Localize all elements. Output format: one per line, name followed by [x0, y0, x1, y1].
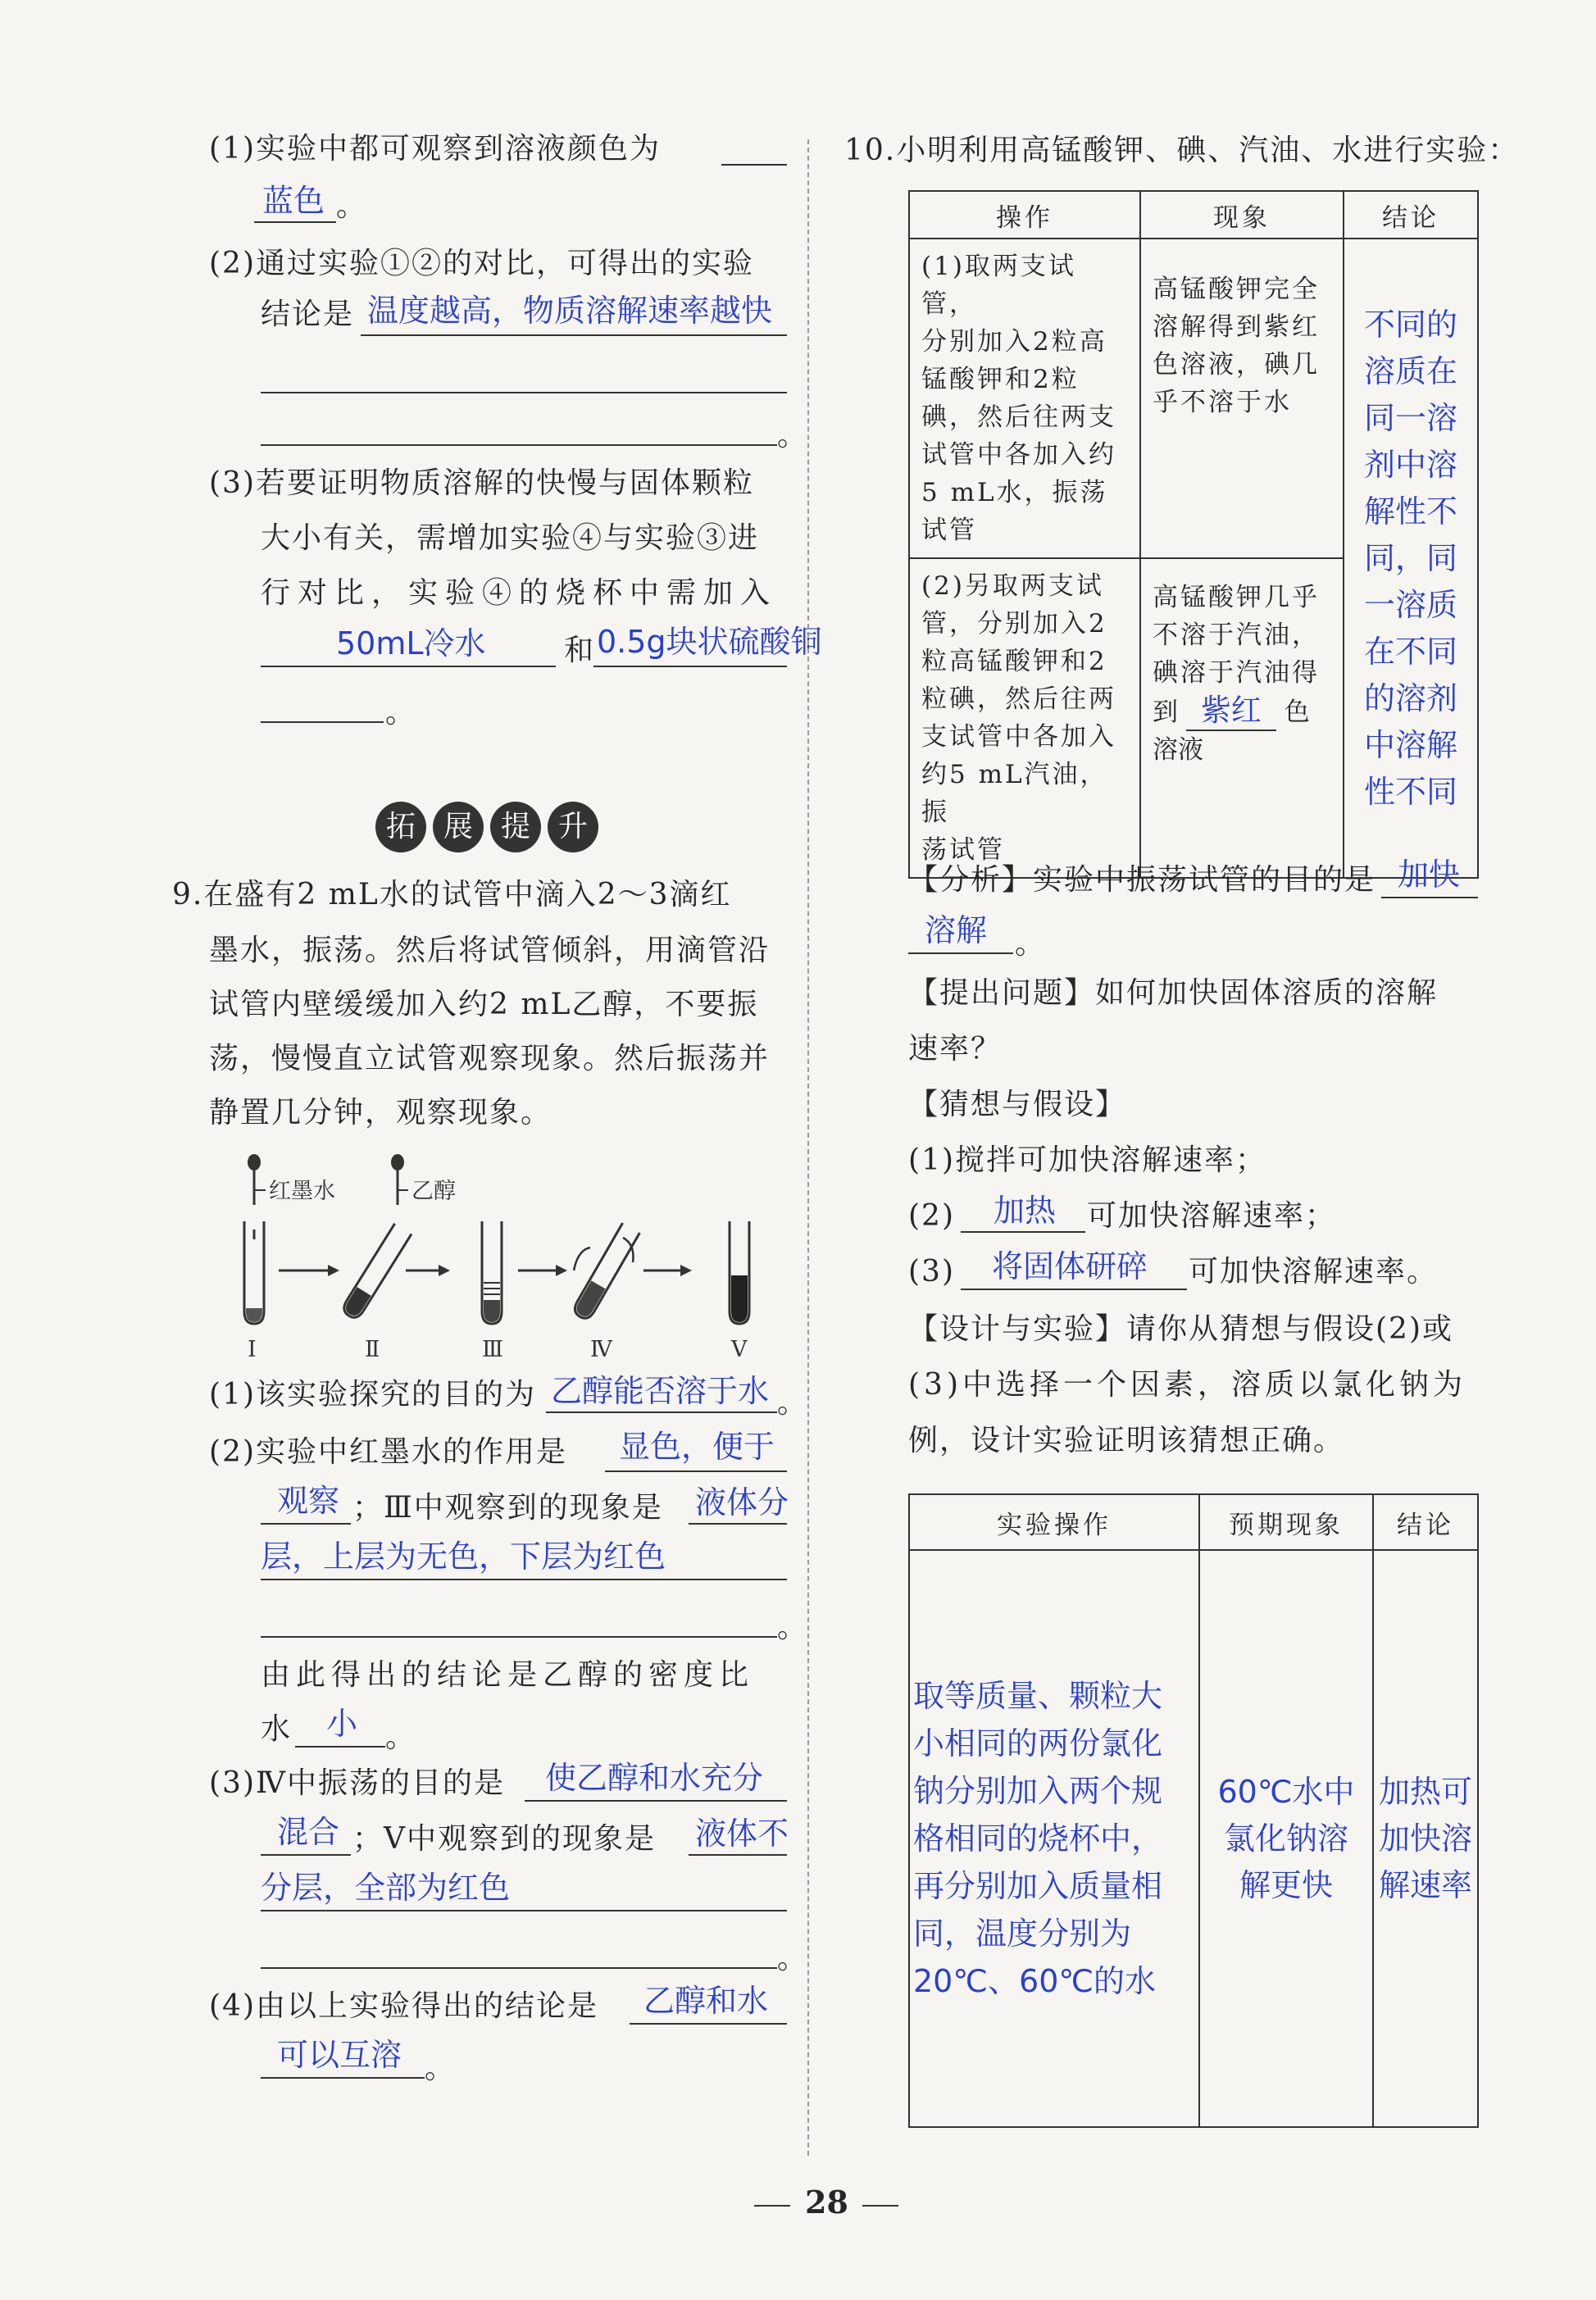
- analysis-label: 【分析】实验中振荡试管的目的是: [908, 863, 1376, 897]
- page-number-dash-left: [754, 2205, 790, 2207]
- tube-1-icon: [244, 1221, 264, 1324]
- table1-header-operation: 操作: [909, 191, 1140, 239]
- tube-2-icon: [340, 1224, 412, 1321]
- tube-3-icon: [482, 1221, 502, 1324]
- dropper-ethanol-icon: [391, 1154, 408, 1205]
- hypothesis-label: 【猜想与假设】: [908, 1088, 1127, 1121]
- hypothesis-3-answer: 将固体研碎: [992, 1248, 1148, 1284]
- q9-intro-line4: 荡，慢慢直立试管观察现象。然后振荡并: [209, 1042, 771, 1075]
- table2-operation: 取等质量、颗粒大 小相同的两份氯化 钠分别加入两个规 格相同的烧杯中， 再分别加入质量相 同，温度分别为 20℃、60℃的水: [913, 1678, 1163, 1999]
- table1-row2-phenomenon-end: 溶液: [1153, 735, 1203, 765]
- q9-part1-end: 。: [777, 1386, 809, 1420]
- column-divider: [807, 139, 809, 2156]
- table1-row1-phenomenon: 高锰酸钾完全 溶解得到紫红 色溶液，碘几 乎不溶于水: [1153, 275, 1320, 417]
- table1-header-phenomenon: 现象: [1140, 191, 1344, 239]
- q9-intro-line2: 墨水，振荡。然后将试管倾斜，用滴管沿: [209, 934, 771, 967]
- q9-part1-text: (1)该实验探究的目的为: [209, 1378, 536, 1411]
- q9-part3-answer1a: 使乙醇和水充分: [545, 1760, 764, 1796]
- q9-intro-line1: 9.在盛有2 mL水的试管中滴入2～3滴红: [172, 878, 732, 911]
- q10-title: 10.小明利用高锰酸钾、碘、汽油、水进行实验：: [844, 134, 1520, 167]
- table1-row2-operation: (2)另取两支试 管，分别加入2 粒高锰酸钾和2 粒碘，然后往两 支试管中各加入 约5 mL汽油，振 荡试管: [921, 571, 1116, 865]
- hypothesis-1: (1)搅拌可加快溶解速率；: [908, 1143, 1266, 1177]
- q9-part3-end: 。: [777, 1942, 809, 1975]
- q9-part3-mid: ；Ⅴ中观察到的现象是: [352, 1822, 656, 1856]
- q10-design-table: [908, 1493, 1479, 2128]
- table1-row2-phenomenon: 高锰酸钾几乎 不溶于汽油， 碘溶于汽油得: [1153, 583, 1320, 688]
- tube-5-icon: [730, 1221, 749, 1324]
- q9-part2-conclusion: 由此得出的结论是乙醇的密度比: [261, 1658, 755, 1692]
- q9-part4-end: 。: [425, 2052, 457, 2085]
- step-3-label: Ⅲ: [482, 1337, 504, 1362]
- analysis-end: 。: [1015, 927, 1047, 961]
- table1-row2-phenomenon-cell: [1140, 558, 1344, 878]
- q9-part2-answer3: 小: [326, 1706, 358, 1742]
- table1-row2-operation-cell: [909, 558, 1140, 878]
- section-badge-4: 升: [548, 802, 598, 852]
- q9-part3-answer2b: 分层，全部为红色: [261, 1870, 511, 1906]
- q9-part4-answer1: 乙醇和水: [643, 1983, 769, 2019]
- test-tube-diagram: [230, 1148, 787, 1369]
- dropper-red-ink-icon: [248, 1154, 266, 1205]
- table2-conclusion: 加热可 加快溶 解速率: [1378, 1773, 1472, 1903]
- q8-part3-text2: 大小有关，需增加实验④与实验③进: [261, 521, 760, 555]
- hypothesis-2-answer: 加热: [994, 1193, 1057, 1229]
- q9-part3-answer1b: 混合: [277, 1814, 340, 1850]
- q9-part2-answer1a: 显色，便于: [619, 1429, 775, 1465]
- q8-part3-text3: 行对比，实验④的烧杯中需加入: [261, 576, 778, 610]
- q8-part2-text2: 结论是: [261, 298, 355, 331]
- q8-part1-end: 。: [336, 189, 368, 223]
- table1-header-conclusion: 结论: [1344, 191, 1478, 239]
- table1-row2-phenomenon-post: 色: [1284, 698, 1310, 727]
- table2-header-operation: 实验操作: [909, 1494, 1199, 1550]
- q10-observation-table: [908, 190, 1479, 879]
- table2-phenomenon: 60℃水中 氯化钠溶 解更快: [1217, 1773, 1355, 1903]
- q9-part2-mid: ；Ⅲ中观察到的现象是: [352, 1491, 663, 1525]
- hypothesis-2-post: 可加快溶解速率；: [1087, 1199, 1337, 1233]
- table2-conclusion-cell: [1373, 1550, 1478, 2127]
- q9-intro-line3: 试管内壁缓缓加入约2 mL乙醇，不要振: [209, 988, 759, 1021]
- q9-part1-answer: 乙醇能否溶于水: [551, 1373, 770, 1409]
- q9-part2-end: 。: [777, 1611, 809, 1644]
- question-line1: 【提出问题】如何加快固体溶质的溶解: [908, 976, 1439, 1010]
- hypothesis-2-pre: (2): [908, 1199, 955, 1233]
- step-4-label: Ⅳ: [590, 1337, 612, 1362]
- hypothesis-3-post: 可加快溶解速率。: [1189, 1255, 1439, 1289]
- q8-part3-answer1: 50mL冷水: [336, 625, 486, 661]
- hypothesis-3-pre: (3): [908, 1255, 955, 1289]
- q9-part4-answer2: 可以互溶: [277, 2037, 402, 2073]
- analysis-answer1: 加快: [1398, 857, 1461, 893]
- table2-header-phenomenon: 预期现象: [1199, 1494, 1373, 1550]
- q9-part2-answer1b: 观察: [277, 1483, 340, 1519]
- table1-row2-phenomenon-pre: 到: [1153, 698, 1178, 727]
- ethanol-label: 乙醇: [412, 1179, 456, 1204]
- table1-row1-operation-cell: [909, 239, 1140, 558]
- q9-part3-text1: (3)Ⅳ中振荡的目的是: [209, 1766, 505, 1800]
- step-2-label: Ⅱ: [365, 1337, 380, 1362]
- design-line1: 【设计与实验】请你从猜想与假设(2)或: [908, 1312, 1453, 1346]
- q8-part3-answer2: 0.5g块状硫酸铜: [597, 624, 822, 660]
- table1-row1-phenomenon-cell: [1140, 239, 1344, 558]
- analysis-answer2: 溶解: [925, 912, 988, 948]
- section-badge-3: 提: [490, 802, 541, 852]
- q9-part4-text: (4)由以上实验得出的结论是: [209, 1989, 598, 2023]
- step-5-label: Ⅴ: [731, 1337, 748, 1362]
- table2-phenomenon-cell: [1199, 1550, 1373, 2127]
- table1-conclusion-cell: [1344, 239, 1478, 878]
- q9-part2-answer2a: 液体分: [695, 1484, 789, 1520]
- table2-operation-cell: [909, 1550, 1199, 2127]
- q8-part2-end: 。: [777, 419, 809, 452]
- red-ink-label: 红墨水: [269, 1179, 335, 1204]
- q9-part2-conclusion2: 水: [261, 1712, 293, 1746]
- q8-part1-text: (1)实验中都可观察到溶液颜色为: [209, 132, 661, 166]
- q9-part3-answer2a: 液体不: [695, 1816, 789, 1852]
- q8-part3-text1: (3)若要证明物质溶解的快慢与固体颗粒: [209, 466, 754, 500]
- table2-header-conclusion: 结论: [1373, 1494, 1478, 1550]
- tube-4-icon: [571, 1223, 639, 1321]
- section-badge-2: 展: [433, 802, 484, 852]
- shake-arrow-icon: [574, 1248, 590, 1270]
- q9-intro-line5: 静置几分钟，观察现象。: [209, 1096, 552, 1130]
- design-line2: (3)中选择一个因素，溶质以氯化钠为: [908, 1368, 1466, 1402]
- page-number-dash-right: [862, 2205, 898, 2207]
- q8-part2-answer: 温度越高，物质溶解速率越快: [367, 293, 773, 329]
- page-number: 28: [805, 2184, 848, 2220]
- table1-row2-phenomenon-answer: 紫红: [1186, 692, 1276, 731]
- table1-conclusion: 不同的 溶质在 同一溶 剂中溶 解性不 同，同 一溶质 在不同 的溶剂 中溶解 性不同: [1363, 306, 1457, 810]
- step-1-label: Ⅰ: [248, 1337, 257, 1362]
- design-line3: 例，设计实验证明该猜想正确。: [908, 1424, 1345, 1457]
- q8-part2-text1: (2)通过实验①②的对比，可得出的实验: [209, 247, 754, 280]
- q9-part2-answer2b: 层，上层为无色，下层为红色: [261, 1539, 666, 1575]
- q9-part2-end2: 。: [385, 1720, 417, 1754]
- q8-part3-and: 和: [564, 634, 596, 667]
- question-line2: 速率？: [908, 1032, 1003, 1066]
- q9-part2-text1: (2)实验中红墨水的作用是: [209, 1435, 567, 1469]
- section-badge-1: 拓: [375, 802, 426, 852]
- q8-part1-answer: 蓝色: [262, 183, 325, 219]
- table1-row1-operation: (1)取两支试管， 分别加入2粒高 锰酸钾和2粒 碘，然后往两支 试管中各加入约 5 mL水，振荡 试管: [921, 252, 1116, 545]
- q8-part3-end: 。: [385, 696, 417, 730]
